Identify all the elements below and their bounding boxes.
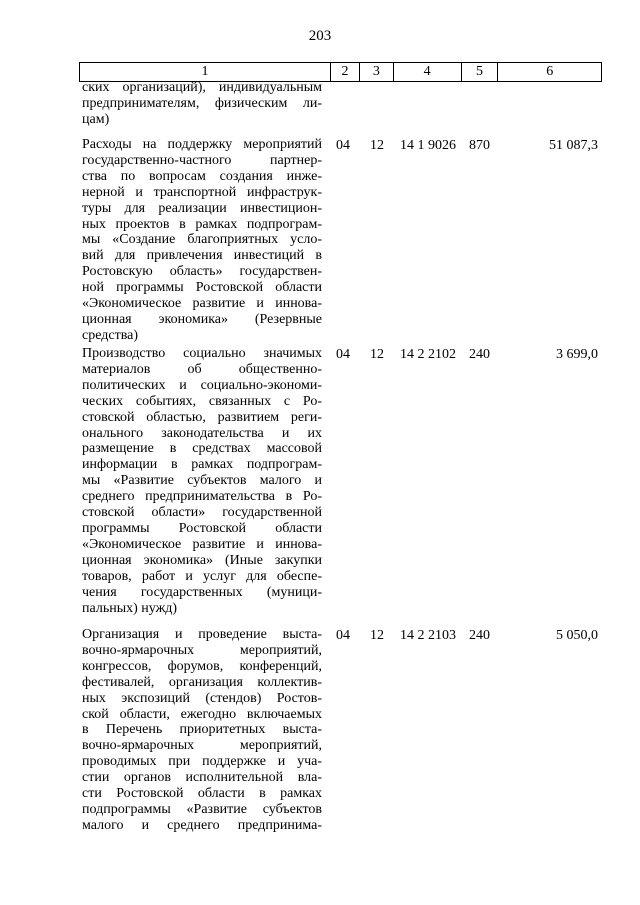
text-line: цам) [82, 111, 110, 127]
row-1-col-6: 51 087,3 [549, 138, 598, 153]
text-line: стовской области» государственной [82, 505, 322, 521]
row-1-col-2: 04 [336, 138, 350, 153]
text-line: сти Ростовской области в рамках [82, 786, 322, 802]
text-line: мы «Развитие субъектов малого и [82, 473, 322, 489]
continuation-text [82, 80, 322, 128]
row-3-col-5: 240 [469, 628, 490, 643]
text-line: ционная экономика» (Резервные [82, 311, 322, 327]
text-line: Производство социально значимых [82, 346, 322, 361]
text-line: ской области, ежегодно включаемых [82, 706, 322, 722]
header-col-5: 5 [461, 63, 498, 81]
row-1-col-3: 12 [370, 138, 384, 153]
row-2-description [82, 346, 322, 616]
text-line: программы Ростовской области [82, 520, 322, 536]
text-line: мы «Создание благоприятных усло- [82, 232, 322, 248]
row-2-col-2: 04 [336, 347, 350, 362]
row-3-col-3: 12 [370, 628, 384, 643]
page-number: 203 [308, 28, 332, 44]
text-line: чения государственных (муници- [82, 584, 322, 600]
text-line: фестивалей, организация коллектив- [82, 674, 322, 690]
text-line: вочно-ярмарочных мероприятий, [82, 738, 322, 754]
text-line: ческих событиях, связанных с Ро- [82, 393, 322, 409]
row-2-col-3: 12 [370, 347, 384, 362]
text-line: конгрессов, форумов, конференций, [82, 658, 322, 674]
text-line: малого и среднего предпринима- [82, 817, 322, 833]
row-3-description [82, 627, 322, 834]
text-line: политических и социально-экономи- [82, 377, 322, 393]
text-line: размещение в средствах массовой [82, 441, 322, 457]
text-line: онального законодательства и их [82, 425, 322, 441]
text-line: вий для привлечения инвестиций в [82, 248, 322, 264]
text-line: Ростовскую область» государствен- [82, 264, 322, 280]
text-line: пальных) нужд) [82, 600, 178, 616]
text-line: в Перечень приоритетных выста- [82, 722, 322, 738]
row-2-col-6: 3 699,0 [556, 347, 598, 362]
header-col-1: 1 [201, 64, 209, 79]
text-line: Расходы на поддержку мероприятий [82, 137, 322, 152]
text-line: стии органов исполнительной вла- [82, 770, 322, 786]
header-col-6: 6 [497, 63, 601, 81]
text-line: туры для реализации инвестицион- [82, 200, 322, 216]
header-col-4: 4 [393, 63, 461, 81]
row-1-col-5: 870 [469, 138, 490, 153]
text-line: информации в рамках подпрограм- [82, 457, 322, 473]
text-line: подпрограммы «Развитие субъектов [82, 801, 322, 817]
text-line: ной программы Ростовской области [82, 280, 322, 296]
text-line: Организация и проведение выста- [82, 627, 322, 642]
row-1-col-4: 14 1 9026 [400, 138, 456, 153]
text-line: проводимых при поддержке и уча- [82, 754, 322, 770]
text-line: стовской областью, развитием реги- [82, 409, 322, 425]
text-line: государственно-частного партнер- [82, 152, 322, 168]
text-line: материалов об общественно- [82, 361, 322, 377]
row-2-col-4: 14 2 2102 [400, 347, 456, 362]
text-line: «Экономическое развитие и иннова- [82, 536, 322, 552]
text-line: ных проектов в рамках подпрограм- [82, 216, 322, 232]
text-line: среднего предпринимательства в Ро- [82, 489, 322, 505]
text-line: вочно-ярмарочных мероприятий, [82, 642, 322, 658]
row-2-col-5: 240 [469, 347, 490, 362]
row-3-col-6: 5 050,0 [556, 628, 598, 643]
row-3-col-4: 14 2 2103 [400, 628, 456, 643]
text-line: ных экспозиций (стендов) Ростов- [82, 690, 322, 706]
text-line: ционная экономика» (Иные закупки [82, 552, 322, 568]
text-line: средства) [82, 327, 138, 343]
header-col-2: 2 [330, 63, 359, 81]
header-col-3: 3 [359, 63, 393, 81]
text-line: товаров, работ и услуг для обеспе- [82, 568, 322, 584]
row-3-col-2: 04 [336, 628, 350, 643]
text-line: предпринимателям, физическим ли- [82, 95, 322, 111]
text-line: ства по вопросам создания инже- [82, 168, 322, 184]
row-1-description [82, 137, 322, 344]
text-line: нерной и транспортной инфраструк- [82, 184, 322, 200]
table-header [79, 62, 602, 82]
text-line: ских организаций), индивидуальным [82, 80, 322, 95]
text-line: «Экономическое развитие и иннова- [82, 296, 322, 312]
